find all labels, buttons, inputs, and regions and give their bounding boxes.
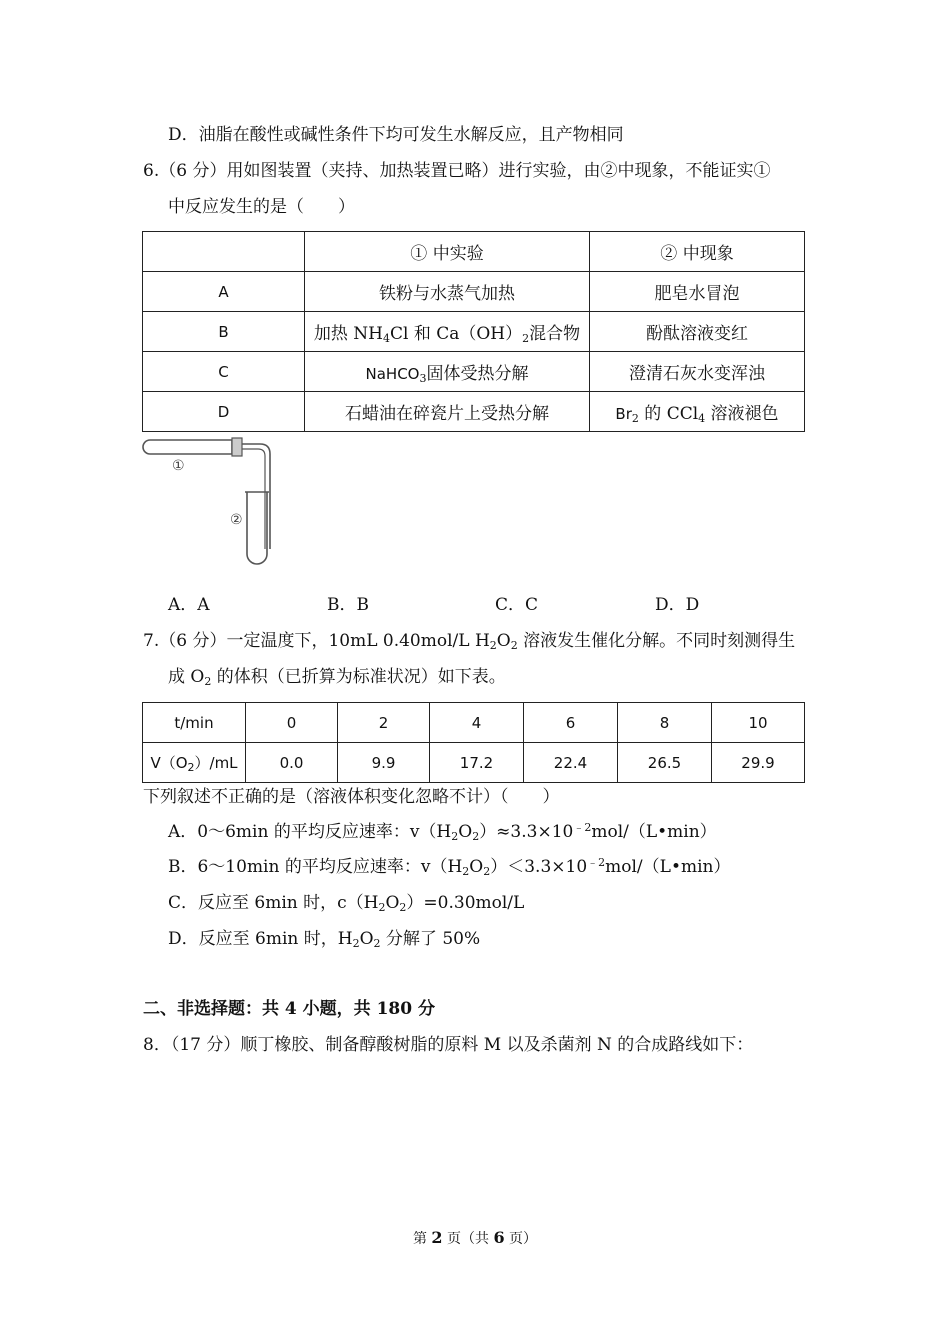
table-row [143, 392, 805, 432]
q7-option-b[interactable]: B．6～10min 的平均反应速率：$v(H_2O_2)<3.3\times 10^{﹣2}mol/(L•\min)$ [168, 856, 731, 878]
q7-option-d[interactable]: D．反应至 6min 时，$H_2O_2$ 分解了 50% [168, 929, 481, 950]
apparatus-figure [140, 434, 280, 569]
time-cell: 0 [246, 703, 338, 743]
row-experiment: 加热 $NH_4Cl$ 和 $Ca(OH)_2$混合物 [305, 312, 590, 352]
row-phenomenon: $Br_2$ 的 CCl$_4$ 溶液褪色 [590, 392, 805, 432]
test-tube-1 [143, 440, 232, 454]
volume-cell: 22.4 [524, 743, 618, 783]
row-label: A [143, 272, 305, 312]
table-row [143, 312, 805, 352]
time-cell: 2 [338, 703, 430, 743]
q6-header-blank [143, 232, 305, 272]
q6-stem-line2: 中反应发生的是（ ） [168, 197, 355, 217]
table-row [143, 743, 805, 783]
row-experiment: 铁粉与水蒸气加热 [305, 272, 590, 312]
volume-cell: 17.2 [430, 743, 524, 783]
q6-stem-line1: 6.（6 分）用如图装置（夹持、加热装置已略）进行实验，由②中现象，不能证实① [143, 161, 771, 181]
figure-label-2: ② [230, 512, 243, 528]
q6-table-header [143, 232, 805, 272]
q6-option-b[interactable]: B．B [327, 595, 369, 615]
volume-cell: 26.5 [618, 743, 712, 783]
table-row [143, 352, 805, 392]
q6-option-a[interactable]: A．A [168, 595, 210, 615]
stopper [232, 438, 242, 456]
q7-question: 下列叙述不正确的是（溶液体积变化忽略不计）（ ） [143, 787, 560, 807]
table-row [143, 272, 805, 312]
q7-stem-line1: 7.（6 分）一定温度下，10mL 0.40mol/L $H_2O_2$ 溶液发生催化分解。不同时刻测得生 [143, 631, 796, 652]
volume-cell: 29.9 [712, 743, 805, 783]
page-footer: 第 2 页（共 6 页） [412, 1228, 538, 1247]
volume-cell: 0.0 [246, 743, 338, 783]
q6-header-phenomenon: ② 中现象 [590, 232, 805, 272]
row-phenomenon: 酚酞溶液变红 [590, 312, 805, 352]
q7-option-a[interactable]: A．0～6min 的平均反应速率：$v(H_2O_2)\approx 3.3\times 10^{﹣2}mol/(L•\min)$ [168, 821, 717, 843]
q7-stem-line2: 成 $O_2$ 的体积（已折算为标准状况）如下表。 [168, 667, 506, 688]
q6-option-d[interactable]: D．D [655, 595, 700, 615]
q8-stem: 8．（17 分）顺丁橡胶、制备醇酸树脂的原料 M 以及杀菌剂 N 的合成路线如下： [143, 1035, 754, 1055]
time-cell: 6 [524, 703, 618, 743]
section-title: 二、非选择题：共 4 小题，共 180 分 [143, 999, 435, 1019]
q6-table [142, 231, 805, 432]
q6-option-c[interactable]: C．C [495, 595, 539, 615]
page-total: 6 [493, 1228, 505, 1247]
time-cell: 10 [712, 703, 805, 743]
test-tube-2 [247, 492, 267, 564]
page-number: 2 [431, 1228, 443, 1247]
row-phenomenon: 澄清石灰水变浑浊 [590, 352, 805, 392]
q7-table [142, 702, 805, 783]
figure-label-1: ① [172, 458, 185, 474]
q7-option-c[interactable]: C．反应至 6min 时，$c(H_2O_2)=0.30mol/L$ [168, 893, 525, 914]
row-experiment: NaHCO$_3$固体受热分解 [305, 352, 590, 392]
row-phenomenon: 肥皂水冒泡 [590, 272, 805, 312]
row-label: B [143, 312, 305, 352]
row-label: C [143, 352, 305, 392]
table-row [143, 703, 805, 743]
time-cell: 8 [618, 703, 712, 743]
row-label-time: t/min [143, 703, 246, 743]
row-label: D [143, 392, 305, 432]
time-cell: 4 [430, 703, 524, 743]
row-label-volume: $V(O_2)/mL$ [143, 743, 246, 783]
volume-cell: 9.9 [338, 743, 430, 783]
row-experiment: 石蜡油在碎瓷片上受热分解 [305, 392, 590, 432]
q5-option-d: D．油脂在酸性或碱性条件下均可发生水解反应，且产物相同 [168, 125, 624, 145]
q6-header-experiment: ① 中实验 [305, 232, 590, 272]
